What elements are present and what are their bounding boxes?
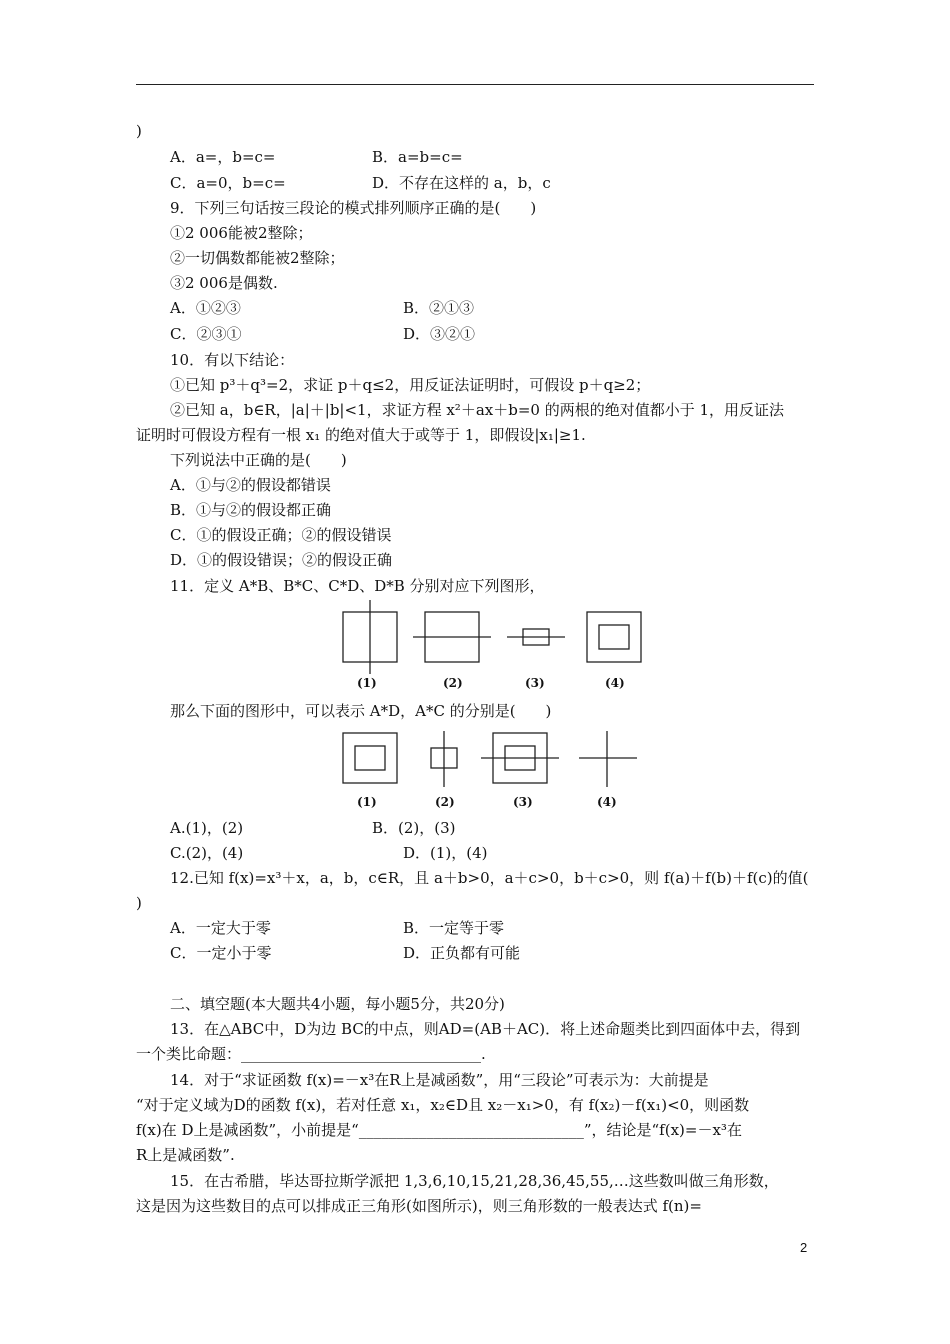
def-figure-4	[587, 612, 641, 662]
q9-statement-3: ③2 006是偶数.	[170, 274, 278, 292]
q15-line-2: 这是因为这些数目的点可以排成正三角形(如图所示)，则三角形数的一般表达式 f(n)=	[136, 1197, 702, 1215]
q9-option-b: B．②①③	[403, 299, 475, 317]
q8-tail: )	[136, 122, 142, 140]
ans-label-4: (4)	[597, 795, 617, 809]
ans-label-3: (3)	[513, 795, 533, 809]
ans-label-2: (2)	[435, 795, 455, 809]
q12-option-a: A．一定大于零	[170, 919, 271, 937]
q14-line-1: 14．对于“求证函数 f(x)=－x³在R上是减函数”，用“三段论”可表示为：大前提是	[170, 1071, 709, 1089]
ans-label-1: (1)	[357, 795, 377, 809]
q9-option-d: D．③②①	[403, 325, 476, 343]
q10-option-a: A．①与②的假设都错误	[170, 476, 331, 494]
q8-option-c: C．a=0，b=c=	[170, 174, 286, 192]
q10-option-b: B．①与②的假设都正确	[170, 501, 332, 519]
q12-option-b: B．一定等于零	[403, 919, 505, 937]
q10-stem: 10．有以下结论：	[170, 351, 295, 369]
section-2-heading: 二、填空题(本大题共4小题，每小题5分，共20分)	[170, 995, 505, 1013]
q10-option-d: D．①的假设错误；②的假设正确	[170, 551, 393, 569]
q14-line-4: R上是减函数”.	[136, 1146, 235, 1164]
def-figure-2	[413, 612, 491, 662]
q9-statement-2: ②一切偶数都能被2整除；	[170, 249, 345, 267]
q14-line-2: “对于定义域为D的函数 f(x)，若对任意 x₁，x₂∈D且 x₂－x₁>0，有 f(x₂)－f(x₁)<0，则函数	[136, 1096, 750, 1114]
ans-figure-3	[481, 733, 559, 783]
q11-definition-figures	[335, 600, 655, 680]
page-number: 2	[800, 1240, 808, 1255]
q12-tail: )	[136, 894, 142, 912]
def-label-1: (1)	[357, 676, 377, 690]
ans-figure-1	[343, 733, 397, 783]
q12-option-d: D．正负都有可能	[403, 944, 521, 962]
q10-option-c: C．①的假设正确；②的假设错误	[170, 526, 392, 544]
q11-option-b: B．(2)，(3)	[372, 819, 456, 837]
q14-line-3: f(x)在 D上是减函数”，小前提是“______________________________”，结论是“f(x)=－x³在	[136, 1121, 742, 1139]
q11-option-d: D．(1)，(4)	[403, 844, 488, 862]
q8-option-d: D．不存在这样的 a，b，c	[372, 174, 551, 192]
def-label-4: (4)	[605, 676, 625, 690]
q9-option-a: A．①②③	[170, 299, 241, 317]
q13-line-2: 一个类比命题：________________________________.	[136, 1045, 486, 1063]
header-rule	[136, 84, 814, 85]
q11-option-a: A.(1)，(2)	[170, 819, 244, 837]
q11-option-c: C.(2)，(4)	[170, 844, 244, 862]
def-figure-3	[507, 629, 565, 645]
def-label-3: (3)	[525, 676, 545, 690]
q13-line-1: 13．在△ABC中，D为边 BC的中点，则AD=(AB＋AC)．将上述命题类比到四面体中去，得到	[170, 1020, 801, 1038]
def-label-2: (2)	[443, 676, 463, 690]
q10-conclusion-2b: 证明时可假设方程有一根 x₁ 的绝对值大于或等于 1，即假设|x₁|≥1.	[136, 426, 586, 444]
q12-option-c: C．一定小于零	[170, 944, 272, 962]
q15-line-1: 15．在古希腊，毕达哥拉斯学派把 1,3,6,10,15,21,28,36,45,55,…这些数叫做三角形数，	[170, 1172, 779, 1190]
ans-figure-4	[579, 731, 637, 787]
q8-option-a: A．a=，b=c=	[170, 148, 276, 166]
q11-question: 那么下面的图形中，可以表示 A*D，A*C 的分别是( )	[170, 702, 552, 720]
q9-statement-1: ①2 006能被2整除；	[170, 224, 313, 242]
q10-conclusion-2a: ②已知 a，b∈R，|a|＋|b|<1，求证方程 x²＋ax＋b=0 的两根的绝对值都小于 1，用反证法	[170, 401, 785, 419]
q11-answer-figures	[335, 727, 655, 793]
q10-question: 下列说法中正确的是( )	[170, 451, 347, 469]
q12-stem: 12.已知 f(x)=x³＋x，a，b，c∈R，且 a＋b>0，a＋c>0，b＋c>0，则 f(a)＋f(b)＋f(c)的值(	[170, 869, 809, 887]
def-figure-1	[343, 600, 397, 674]
ans-figure-2	[431, 731, 457, 787]
q9-stem: 9．下列三句话按三段论的模式排列顺序正确的是( )	[170, 199, 537, 217]
q10-conclusion-1: ①已知 p³＋q³=2，求证 p＋q≤2，用反证法证明时，可假设 p＋q≥2；	[170, 376, 651, 394]
q9-option-c: C．②③①	[170, 325, 242, 343]
q8-option-b: B．a=b=c=	[372, 148, 463, 166]
q11-stem: 11．定义 A*B、B*C、C*D、D*B 分别对应下列图形，	[170, 577, 545, 595]
